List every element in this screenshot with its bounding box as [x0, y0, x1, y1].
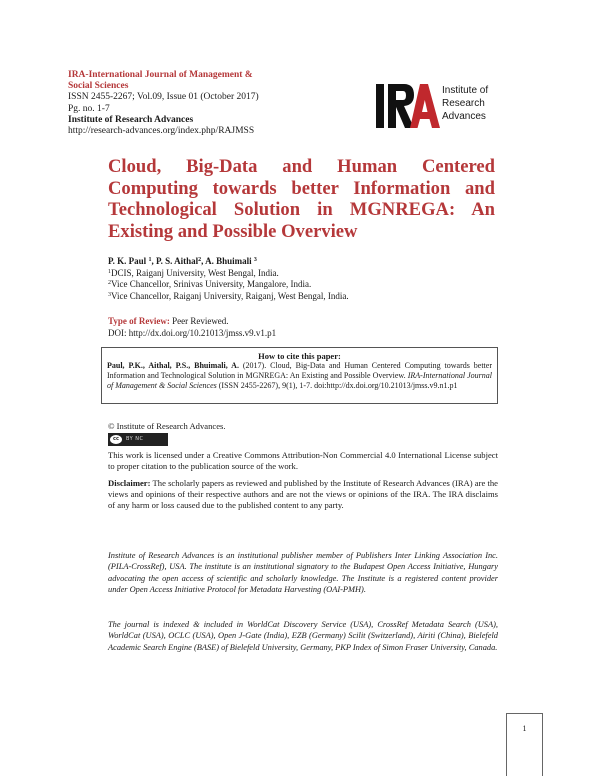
author-3-sup: 3	[253, 257, 257, 263]
citation-text	[107, 361, 492, 391]
disclaimer-block	[108, 478, 498, 512]
title-line2: Computing towards better Information and	[108, 177, 495, 199]
logo-text-line2: Research	[442, 98, 485, 109]
citation-text-2: (ISSN 2455-2267), 9(1), 1-7. doi:http://dx.doi.org/10.21013/jmss.v9.n1.p1	[216, 381, 458, 390]
author-3: A. Bhuimali	[205, 256, 252, 266]
author-2-sup: 2	[198, 257, 202, 263]
review-label: Type of Review:	[108, 316, 170, 326]
title-line4: Existing and Possible Overview	[108, 220, 358, 242]
author-block	[108, 256, 498, 302]
author-1: P. K. Paul	[108, 256, 147, 266]
page-range: Pg. no. 1-7	[68, 103, 110, 114]
affiliation-2-sup: 2	[108, 280, 111, 286]
license-block	[108, 421, 498, 472]
author-2: P. S. Aithal	[155, 256, 199, 266]
cc-badge-text: BY NC	[126, 436, 144, 442]
ira-logo	[376, 78, 526, 134]
indexing-note: The journal is indexed & included in WorldCat Discovery Service (USA), CrossRef Metadata Search (USA), WorldCat (USA), OCLC (USA), Open J-Gate (India), EZB (Germany) Scilit (Switzerland), Airiti (China), Bielefeld Academic Search Engine (BASE) of Bielefeld University, Germany, PKP Index of Simon Fraser University, Canada.	[108, 620, 498, 652]
review-value: Peer Reviewed.	[169, 316, 229, 326]
page-number: 1	[522, 724, 527, 733]
ira-logo-mark	[376, 78, 440, 134]
disclaimer-text: The scholarly papers as reviewed and published by the Institute of Research Advances (IRA) are the views and opinions of their respective authors and are not the views or opinions of the IRA. The IRA disclaims of any harm or loss caused due to the published content to any party.	[108, 478, 498, 511]
title-line3: Technological Solution in MGNREGA: An	[108, 199, 495, 220]
issn-line: ISSN 2455-2267; Vol.09, Issue 01 (October 2017)	[68, 92, 259, 103]
citation-journal: IRA-International Journal of Management & Social Sciences	[107, 371, 492, 390]
affiliation-1	[108, 268, 498, 280]
review-type	[108, 316, 498, 328]
citation-authors: Paul, P.K., Aithal, P.S., Bhuimali, A.	[107, 361, 239, 370]
journal-url[interactable]: http://research-advances.org/index.php/RAJMSS	[68, 126, 255, 137]
author-names: P. K. Paul $^1$, P. S. Aithal$^2$, A. Bhuimali $^3$	[108, 256, 257, 266]
logo-text-line1: Institute of	[442, 85, 489, 96]
disclaimer-label: Disclaimer:	[108, 478, 151, 488]
citation-text-1: (2017). Cloud, Big-Data and Human Centered Computing towards better Information and Technological Solution in MGNREGA: An Existing and Possible Overview.	[107, 361, 492, 380]
affiliation-2	[108, 279, 498, 291]
publisher-name: Institute of Research Advances	[68, 114, 194, 125]
title-line1: Cloud, Big-Data and Human Centered	[108, 156, 495, 177]
cc-license-badge[interactable]	[108, 433, 168, 446]
license-text: This work is licensed under a Creative Commons Attribution-Non Commercial 4.0 International License subject to proper citation to the publication source of the work.	[108, 450, 498, 471]
affiliation-3-text: Vice Chancellor, Raiganj University, Raiganj, West Bengal, India.	[111, 290, 349, 301]
paper-title	[108, 156, 495, 242]
journal-name-line1: IRA-International Journal of Management &	[68, 70, 253, 80]
publisher-note: Institute of Research Advances is an institutional publisher member of Publishers Inter Linking Association Inc. (PILA-CrossRef), USA. The institute is an institutional signatory to the Budapest Open Access Initiative, Hungary advocating the open access of scientific and scholarly knowledge. The Institute is a registered content provider under Open Access Initiative Protocol for Metadata Harvesting (OAI-PMH).	[108, 551, 498, 595]
review-block	[108, 316, 498, 339]
affiliation-3-sup: 3	[108, 291, 111, 298]
logo-text	[442, 84, 488, 123]
affiliation-1-sup: 1	[108, 268, 111, 275]
copyright-line: © Institute of Research Advances.	[108, 421, 226, 431]
logo-text-line3: Advances	[442, 111, 486, 122]
affiliation-1-text: DCIS, Raiganj University, West Bengal, India.	[111, 267, 279, 278]
affiliation-3	[108, 291, 498, 303]
author-1-sup: 1	[148, 257, 152, 263]
citation-box	[101, 347, 498, 404]
page-number-box	[506, 713, 543, 776]
affiliation-2-text: Vice Chancellor, Srinivas University, Mangalore, India.	[111, 279, 312, 289]
doi-line[interactable]: DOI: http://dx.doi.org/10.21013/jmss.v9.v1.p1	[108, 327, 277, 338]
cc-icon: cc	[110, 435, 122, 444]
citation-heading: How to cite this paper:	[258, 351, 341, 361]
journal-header	[68, 70, 298, 137]
journal-name-line2: Social Sciences	[68, 81, 129, 92]
